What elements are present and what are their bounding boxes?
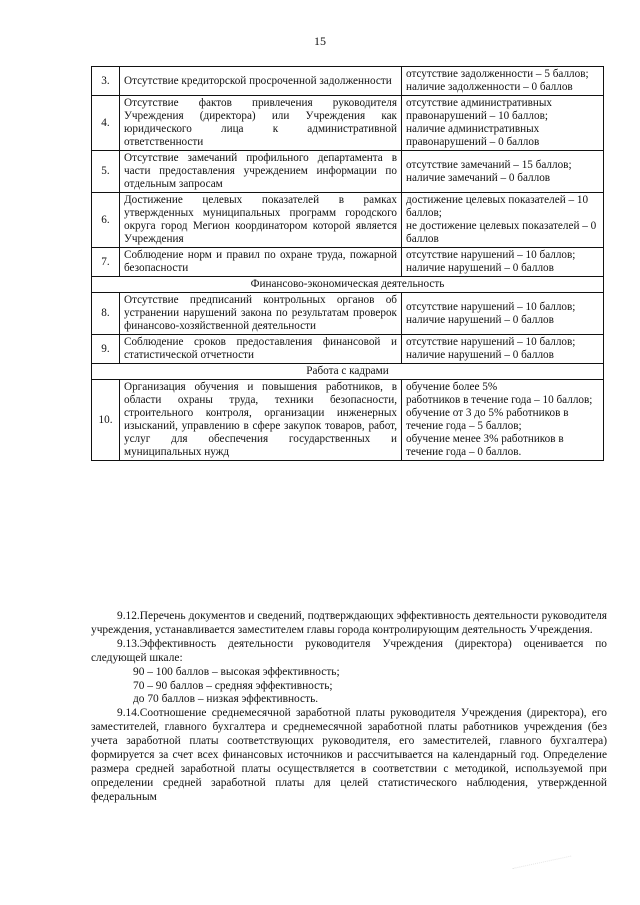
- body-text: [91, 610, 607, 805]
- criterion-cell: Соблюдение сроков предоставления финансовой и статистической отчетности: [120, 335, 402, 364]
- table-section-row: [92, 364, 604, 380]
- score-line: наличие задолженности – 0 баллов: [406, 81, 573, 93]
- criterion-cell: Достижение целевых показателей в рамках утвержденных муниципальных программ городского округа город Мегион координатором которой является Учреждения: [120, 193, 402, 248]
- score-line: достижение целевых показателей – 10 баллов;: [406, 194, 589, 219]
- score-cell: [402, 335, 604, 364]
- table-section-row: [92, 277, 604, 293]
- table-row: [92, 335, 604, 364]
- scan-artifact: [509, 838, 572, 869]
- row-number: 3.: [92, 67, 120, 96]
- row-number: 4.: [92, 96, 120, 151]
- score-line: наличие нарушений – 0 баллов: [406, 262, 554, 274]
- row-number: 10.: [92, 380, 120, 461]
- criterion-cell: Соблюдение норм и правил по охране труда, пожарной безопасности: [120, 248, 402, 277]
- paragraph-9-14: 9.14.Соотношение среднемесячной заработной платы руководителя Учреждения (директора), его заместителей, главного бухгалтера и среднемесячной заработной платы работников учреждения (без учета заработной платы соответствующих руководителя, его заместителей, главного бухгалтера) формируется за счет всех финансовых источников и рассчитывается на календарный год. Определение размера средней заработной платы осуществляется в соответствии с методикой, используемой при определении средней заработной платы для целей статистического наблюдения, утвержденной федеральным: [91, 707, 607, 803]
- score-cell: [402, 380, 604, 461]
- row-number: 8.: [92, 293, 120, 335]
- score-line: наличие административных правонарушений – 0 баллов: [406, 123, 540, 148]
- score-line: работников в течение года – 10 баллов;: [406, 394, 593, 406]
- paragraph-9-13: 9.13.Эффективность деятельности руководителя Учреждения (директора) оценивается по следующей шкале:: [91, 637, 607, 664]
- criteria-table-body: [92, 67, 604, 461]
- score-line: наличие нарушений – 0 баллов: [406, 313, 554, 326]
- criterion-cell: Отсутствие предписаний контрольных органов об устранении нарушений закона по результатам проверок финансово-хозяйственной деятельности: [120, 293, 402, 335]
- score-line: отсутствие нарушений – 10 баллов;: [406, 336, 576, 348]
- section-title: Финансово-экономическая деятельность: [92, 277, 604, 293]
- score-cell: [402, 193, 604, 248]
- score-line: отсутствие нарушений – 10 баллов;: [406, 300, 576, 313]
- row-number: 6.: [92, 193, 120, 248]
- criterion-cell: Организация обучения и повышения работников, в области охраны труда, техники безопасности, строительного контроля, организации инженерных изысканий, управлению в сфере закупок товаров, работ, услуг для обеспечения государственных и муниципальных нужд: [120, 380, 402, 461]
- score-line: отсутствие замечаний – 15 баллов;: [406, 158, 572, 171]
- row-number: 9.: [92, 335, 120, 364]
- score-line: не достижение целевых показателей – 0 баллов: [406, 220, 597, 245]
- table-row: [92, 248, 604, 277]
- scale-item-medium: 70 – 90 баллов – средняя эффективность;: [133, 679, 333, 692]
- row-number: 5.: [92, 151, 120, 193]
- score-cell: [402, 96, 604, 151]
- section-title: Работа с кадрами: [92, 364, 604, 380]
- score-line: отсутствие нарушений – 10 баллов;: [406, 249, 576, 261]
- score-cell: [402, 293, 604, 335]
- score-line: обучение менее 3% работников в течение года – 0 баллов.: [406, 433, 564, 458]
- score-line: обучение от 3 до 5% работников в течение года – 5 баллов;: [406, 407, 569, 432]
- table-row: [92, 380, 604, 461]
- score-cell: [402, 248, 604, 277]
- criterion-cell: Отсутствие замечаний профильного департамента в части предоставления учреждением информации по отдельным запросам: [120, 151, 402, 193]
- criteria-table: [91, 66, 604, 461]
- scale-item-high: 90 – 100 баллов – высокая эффективность;: [133, 665, 340, 678]
- paragraph-9-12: 9.12.Перечень документов и сведений, подтверждающих эффективность деятельности руководителя учреждения, устанавливается заместителем главы города контролирующим деятельность Учреждения.: [91, 610, 607, 636]
- criterion-cell: Отсутствие фактов привлечения руководителя Учреждения (директора) или Учреждения как юридического лица к административной ответственности: [120, 96, 402, 151]
- score-line: отсутствие задолженности – 5 баллов;: [406, 68, 589, 80]
- score-line: наличие нарушений – 0 баллов: [406, 349, 554, 361]
- table-row: [92, 67, 604, 96]
- table-row: [92, 193, 604, 248]
- table-row: [92, 96, 604, 151]
- scale-item-low: до 70 баллов – низкая эффективность.: [133, 693, 319, 706]
- row-number: 7.: [92, 248, 120, 277]
- table-row: [92, 151, 604, 193]
- table-row: [92, 293, 604, 335]
- score-cell: [402, 151, 604, 193]
- criterion-cell: Отсутствие кредиторской просроченной задолженности: [120, 67, 402, 96]
- page-number: 15: [314, 34, 326, 48]
- score-cell: [402, 67, 604, 96]
- score-line: отсутствие административных правонарушений – 10 баллов;: [406, 97, 553, 122]
- score-line: обучение более 5%: [406, 381, 498, 393]
- score-line: наличие замечаний – 0 баллов: [406, 171, 551, 184]
